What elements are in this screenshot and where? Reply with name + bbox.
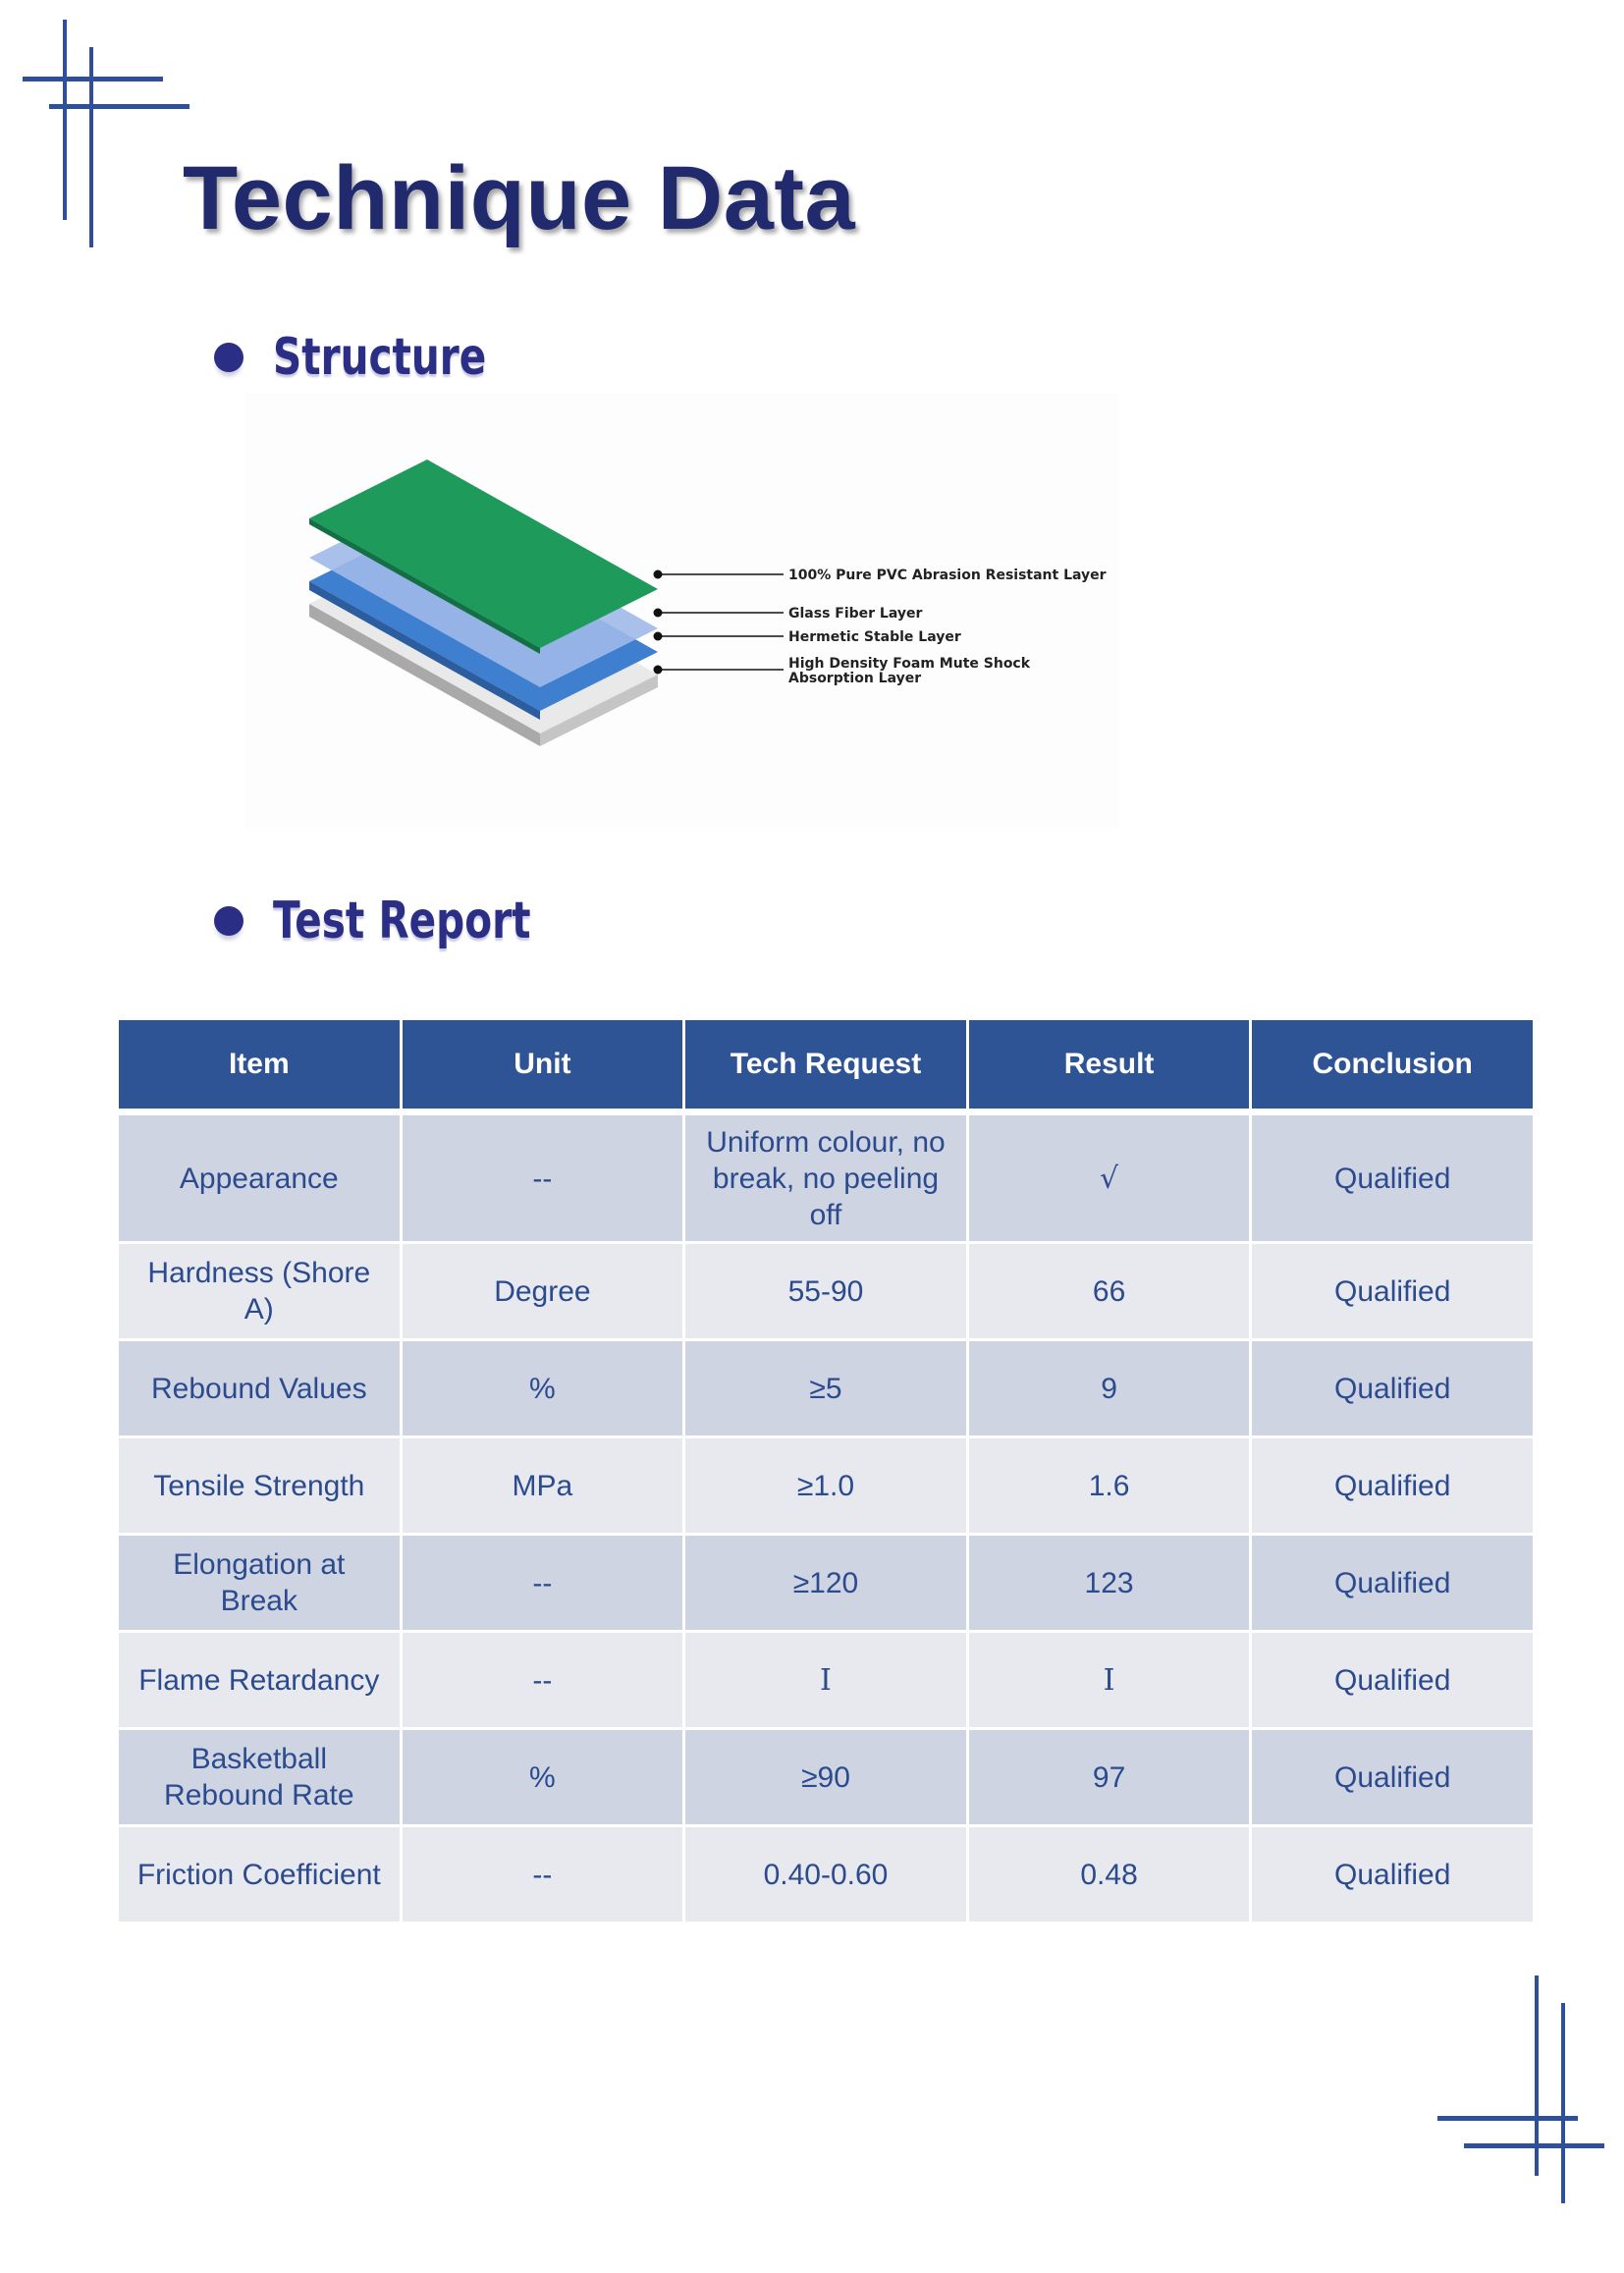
header-result: Result bbox=[969, 1020, 1250, 1112]
corner-decoration-top-left-v1 bbox=[63, 20, 67, 220]
cell-unit: -- bbox=[403, 1536, 683, 1630]
layer-label-foam-line2: Absorption Layer bbox=[788, 671, 922, 686]
table-row bbox=[119, 1115, 1533, 1241]
table-row bbox=[119, 1438, 1533, 1533]
layer-label-pvc: 100% Pure PVC Abrasion Resistant Layer bbox=[788, 568, 1107, 583]
table-header-row bbox=[119, 1020, 1533, 1112]
section-test-report-heading: Test Report bbox=[273, 892, 531, 950]
table-row bbox=[119, 1827, 1533, 1921]
hermetic-pointer-dot bbox=[654, 632, 663, 641]
table-row bbox=[119, 1341, 1533, 1435]
corner-decoration-top-left-h1 bbox=[23, 77, 163, 81]
cell-item: Basketball Rebound Rate bbox=[119, 1730, 400, 1824]
table-row bbox=[119, 1730, 1533, 1824]
cell-result: I bbox=[969, 1633, 1250, 1727]
header-conclusion: Conclusion bbox=[1252, 1020, 1533, 1112]
cell-unit: -- bbox=[403, 1115, 683, 1241]
section-structure bbox=[214, 328, 547, 387]
cell-tech-request: I bbox=[685, 1633, 966, 1727]
cell-tech-request: ≥1.0 bbox=[685, 1438, 966, 1533]
structure-diagram bbox=[245, 393, 1119, 830]
cell-item: Elongation at Break bbox=[119, 1536, 400, 1630]
bullet-icon bbox=[214, 343, 244, 372]
corner-decoration-top-left-h2 bbox=[49, 104, 189, 109]
corner-decoration-bottom-right-h2 bbox=[1464, 2143, 1604, 2148]
cell-unit: % bbox=[403, 1341, 683, 1435]
cell-tech-request: ≥90 bbox=[685, 1730, 966, 1824]
cell-tech-request: Uniform colour, no break, no peeling off bbox=[685, 1115, 966, 1241]
cell-result: 123 bbox=[969, 1536, 1250, 1630]
cell-result: 97 bbox=[969, 1730, 1250, 1824]
cell-conclusion: Qualified bbox=[1252, 1244, 1533, 1338]
header-tech-request: Tech Request bbox=[685, 1020, 966, 1112]
header-item: Item bbox=[119, 1020, 400, 1112]
cell-item: Friction Coefficient bbox=[119, 1827, 400, 1921]
cell-conclusion: Qualified bbox=[1252, 1438, 1533, 1533]
cell-conclusion: Qualified bbox=[1252, 1536, 1533, 1630]
cell-tech-request: ≥120 bbox=[685, 1536, 966, 1630]
glass-pointer-dot bbox=[654, 609, 663, 618]
table-row bbox=[119, 1633, 1533, 1727]
cell-item: Appearance bbox=[119, 1115, 400, 1241]
cell-unit: MPa bbox=[403, 1438, 683, 1533]
cell-result: 1.6 bbox=[969, 1438, 1250, 1533]
page-title: Technique Data bbox=[183, 148, 856, 248]
section-test-report bbox=[214, 892, 604, 950]
cell-unit: % bbox=[403, 1730, 683, 1824]
layer-label-hermetic: Hermetic Stable Layer bbox=[788, 629, 961, 645]
cell-conclusion: Qualified bbox=[1252, 1730, 1533, 1824]
cell-item: Rebound Values bbox=[119, 1341, 400, 1435]
section-structure-heading: Structure bbox=[273, 328, 487, 387]
table-row bbox=[119, 1536, 1533, 1630]
cell-tech-request: 55-90 bbox=[685, 1244, 966, 1338]
cell-result: 66 bbox=[969, 1244, 1250, 1338]
cell-tech-request: ≥5 bbox=[685, 1341, 966, 1435]
layer-label-foam-line1: High Density Foam Mute Shock bbox=[788, 656, 1031, 672]
cell-conclusion: Qualified bbox=[1252, 1115, 1533, 1241]
layer-label-glass-fiber: Glass Fiber Layer bbox=[788, 606, 923, 622]
cell-result: √ bbox=[969, 1115, 1250, 1241]
pvc-pointer-dot bbox=[654, 570, 663, 579]
cell-item: Tensile Strength bbox=[119, 1438, 400, 1533]
layer-stack-graphic bbox=[245, 393, 1119, 830]
cell-unit: -- bbox=[403, 1633, 683, 1727]
cell-item: Hardness (Shore A) bbox=[119, 1244, 400, 1338]
cell-result: 9 bbox=[969, 1341, 1250, 1435]
bullet-icon bbox=[214, 906, 244, 936]
foam-pointer-dot bbox=[654, 666, 663, 675]
cell-tech-request: 0.40-0.60 bbox=[685, 1827, 966, 1921]
cell-unit: Degree bbox=[403, 1244, 683, 1338]
header-unit: Unit bbox=[403, 1020, 683, 1112]
test-report-table bbox=[116, 1017, 1536, 1924]
corner-decoration-bottom-right-h1 bbox=[1437, 2116, 1578, 2121]
cell-result: 0.48 bbox=[969, 1827, 1250, 1921]
cell-conclusion: Qualified bbox=[1252, 1827, 1533, 1921]
cell-unit: -- bbox=[403, 1827, 683, 1921]
corner-decoration-bottom-right-v2 bbox=[1561, 2003, 1565, 2203]
cell-item: Flame Retardancy bbox=[119, 1633, 400, 1727]
cell-conclusion: Qualified bbox=[1252, 1341, 1533, 1435]
table-row bbox=[119, 1244, 1533, 1338]
cell-conclusion: Qualified bbox=[1252, 1633, 1533, 1727]
